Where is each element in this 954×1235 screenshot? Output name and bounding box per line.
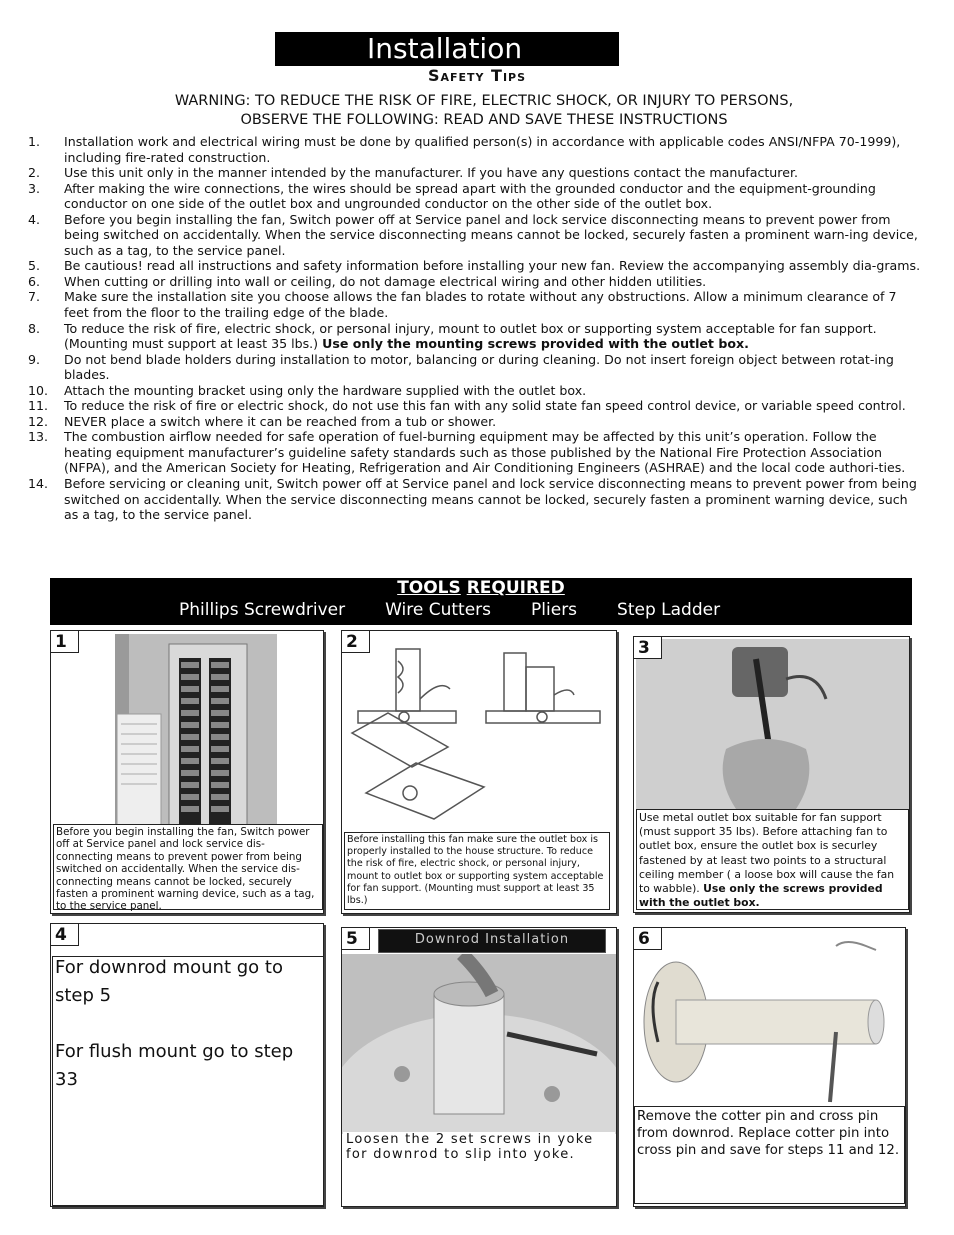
step-5-caption: Loosen the 2 set screws in yoke for downrod to slip into yoke. (343, 1132, 615, 1204)
safety-tip-number: 4. (28, 211, 41, 227)
safety-tip-item (28, 212, 923, 259)
safety-tip-text: Attach the mounting bracket using only the hardware supplied with the outlet box. (64, 382, 587, 398)
page-title: Installation (275, 32, 619, 66)
safety-tips-heading: Safety Tips (427, 66, 527, 85)
safety-tip-text: Do not bend blade holders during installation to motor, balancing or during cleaning. Do not insert foreign object between rotat-ing blades. (64, 351, 894, 383)
safety-tip-item (28, 352, 923, 383)
step-6-panel (633, 927, 906, 1207)
safety-tip-number: 7. (28, 289, 41, 305)
flush-mount-instruction: For flush mount go to step 33 (55, 1041, 294, 1090)
safety-tip-item (28, 274, 923, 290)
safety-tip-text: To reduce the risk of fire or electric shock, do not use this fan with any solid state fan speed control device, or variable speed control. (64, 398, 906, 414)
service-panel-photo (115, 634, 277, 826)
safety-tip-item (28, 289, 923, 320)
safety-tip-number: 9. (28, 351, 41, 367)
safety-tip-text: To reduce the risk of fire, electric shock, or personal injury, mount to outlet box or supporting system acceptable for fan support. (Mounting must support at least 35 lbs.) (64, 320, 877, 352)
tool-item: Wire Cutters (385, 600, 492, 620)
step-1-panel (50, 630, 324, 914)
downrod-installation-label: Downrod Installation (378, 929, 606, 953)
safety-tip-number: 2. (28, 165, 41, 181)
safety-tip-item (28, 383, 923, 399)
safety-tip-item (28, 165, 923, 181)
safety-tip-item (28, 321, 923, 352)
safety-tip-text: Installation work and electrical wiring must be done by qualified person(s) in accordance with applicable codes ANSI/NFPA 70-1999), including fire-rated construction. (64, 134, 901, 165)
step-2-panel (341, 630, 617, 914)
step-2-caption: Before installing this fan make sure the outlet box is properly installed to the house structure. To reduce the risk of fire, electric shock, or personal injury, mount to outlet box or supporting system acceptable for fan support. (Mounting must support at least 35 lbs.) (344, 832, 610, 910)
safety-tip-text: NEVER place a switch where it can be reached from a tub or shower. (64, 413, 497, 429)
tool-item: Pliers (531, 600, 578, 620)
yoke-downrod-photo (342, 954, 616, 1134)
step-number: 4 (51, 924, 79, 946)
safety-tip-text: Make sure the installation site you choose allows the fan blades to rotate without any obstructions. Allow a minimum clearance of 7 feet from the floor to the trailing edge of the blade. (64, 289, 897, 321)
safety-tip-number: 12. (28, 413, 49, 429)
safety-tip-text: Before you begin installing the fan, Switch power off at Service panel and lock service disconnecting means to prevent power from being switched on accidentally. When the service disconnecting means cannot be locked, securely fasten a prominent warn-ing device, such as a tag, to the service panel. (64, 211, 918, 258)
warning-line-1: WARNING: TO REDUCE THE RISK OF FIRE, ELECTRIC SHOCK, OR INJURY TO PERSONS, (174, 93, 794, 109)
safety-tip-text: After making the wire connections, the wires should be spread apart with the grounded conductor and the equipment-grounding conductor on one side of the outlet box and ungrounded conductor on the other side of the outlet box. (64, 180, 876, 212)
safety-tip-text: The combustion airflow needed for safe operation of fuel-burning equipment may be affected by this unit’s operation. Follow the heating equipment manufacturer’s guideline safety standards such as those published by the National Fire Protection Association (NFPA), and the American Society for Heating, Refrigeration and Air Conditioning Engineers (ASHRAE) and the local code authori-ties. (64, 429, 906, 476)
safety-tip-number: 1. (28, 134, 41, 149)
step-number: 6 (634, 928, 662, 950)
tools-required-bar (50, 578, 912, 625)
tools-heading-word-1: TOOLS (397, 578, 461, 598)
step-3-caption-bold: Use only the screws provided with the outlet box. (639, 882, 883, 910)
safety-tip-text: Use this unit only in the manner intended by the manufacturer. If you have any questions contact the manufacturer. (64, 165, 798, 181)
safety-tip-number: 8. (28, 320, 41, 336)
safety-tips-list (28, 134, 923, 523)
tool-item: Phillips Screwdriver (179, 600, 346, 620)
safety-tip-number: 10. (28, 382, 49, 398)
step-number: 2 (342, 631, 370, 653)
safety-tip-number: 13. (28, 429, 49, 445)
step-5-panel (341, 927, 617, 1207)
step-3-caption (636, 809, 909, 910)
step-number: 1 (51, 631, 79, 653)
step-1-caption: Before you begin installing the fan, Switch power off at Service panel and lock service dis-connecting means to prevent power from being switched on accidentally. When the service dis-connecting means cannot be locked, securely fasten a prominent warning device, such as a tag, to the service panel. (53, 824, 323, 910)
safety-tip-text: When cutting or drilling into wall or ceiling, do not damage electrical wiring and other hidden utilities. (64, 273, 707, 289)
step-6-caption: Remove the cotter pin and cross pin from downrod. Replace cotter pin into cross pin and save for steps 11 and 12. (634, 1106, 905, 1204)
downrod-mount-instruction: For downrod mount go to step 5 (55, 957, 283, 1006)
outlet-box-photo (636, 639, 909, 809)
safety-tip-number: 3. (28, 180, 41, 196)
warning-text (0, 92, 954, 130)
step-3-caption-text: Use metal outlet box suitable for fan support (must support 35 lbs). Before attaching fan to outlet box, ensure the outlet box is securley fastened by at least two points to a structural ceiling member ( a loose box will cause the fan to wabble). (639, 811, 895, 896)
tools-heading (50, 578, 912, 598)
tools-list (179, 599, 760, 621)
safety-tip-item (28, 398, 923, 414)
safety-tip-item (28, 181, 923, 212)
safety-tip-number: 11. (28, 398, 49, 414)
tool-item: Step Ladder (617, 600, 721, 620)
safety-tip-number: 6. (28, 273, 41, 289)
downrod-photo (636, 932, 905, 1104)
safety-tip-item (28, 429, 923, 476)
tools-heading-word-2: REQUIRED (466, 578, 565, 598)
safety-tip-item (28, 258, 923, 274)
safety-tip-number: 5. (28, 258, 41, 274)
step-4-panel (50, 923, 324, 1207)
step-3-panel (633, 636, 910, 913)
warning-line-2: OBSERVE THE FOLLOWING: READ AND SAVE THESE INSTRUCTIONS (240, 112, 728, 128)
safety-tip-text: Be cautious! read all instructions and safety information before installing your new fan. Review the accompanying assembly dia-grams. (64, 258, 921, 274)
safety-tip-text: Before servicing or cleaning unit, Switch power off at Service panel and lock service disconnecting means to prevent power from being switched on accidentally. When the service disconnecting means cannot be locked, securely fasten a prominent warning device, such as a tag, to the service panel. (64, 476, 917, 523)
safety-tip-item (28, 414, 923, 430)
outlet-box-diagram (346, 633, 614, 829)
safety-tip-item (28, 476, 923, 523)
step-number: 3 (634, 637, 662, 659)
step-number: 5 (342, 928, 370, 950)
safety-tip-number: 14. (28, 476, 49, 492)
safety-tip-bold-text: Use only the mounting screws provided with the outlet box. (322, 336, 749, 352)
safety-tip-item (28, 134, 923, 165)
